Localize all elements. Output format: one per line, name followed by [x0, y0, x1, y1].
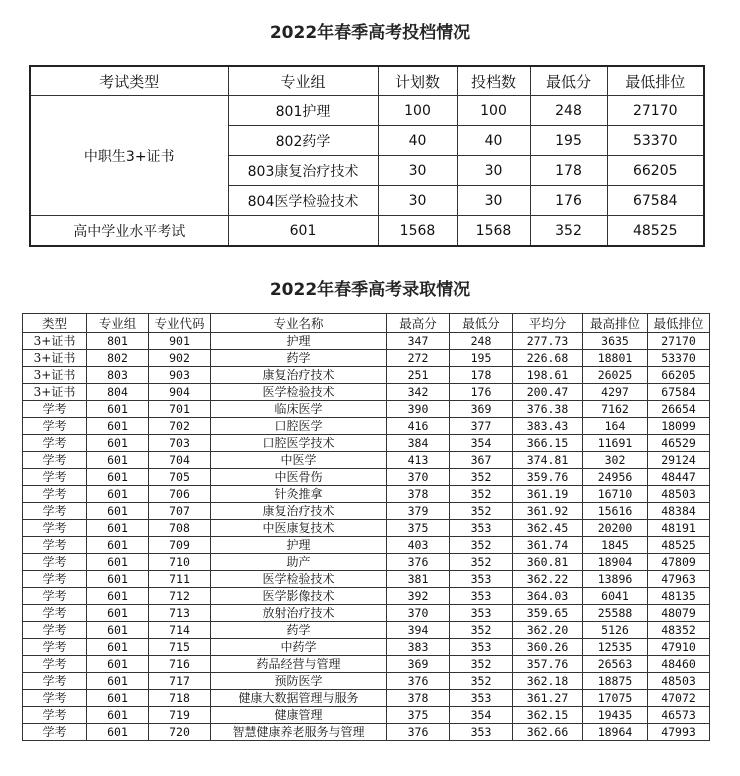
table-cell: 713: [149, 605, 211, 622]
table-row: [23, 639, 710, 656]
table-cell: 47993: [648, 724, 710, 741]
admit-header-cell: 最高分: [387, 314, 450, 333]
plan-cell: 352: [530, 216, 607, 247]
table-cell: 362.20: [513, 622, 583, 639]
table-cell: 359.65: [513, 605, 583, 622]
table-cell: 601: [87, 469, 149, 486]
table-cell: 智慧健康养老服务与管理: [211, 724, 387, 741]
table-cell: 48352: [648, 622, 710, 639]
table-cell: 3+证书: [23, 384, 87, 401]
table-cell: 352: [450, 537, 513, 554]
table-cell: 352: [450, 622, 513, 639]
plan-title: 2022年春季高考投档情况: [269, 23, 471, 43]
table-cell: 361.92: [513, 503, 583, 520]
table-cell: 601: [87, 605, 149, 622]
table-cell: 357.76: [513, 656, 583, 673]
plan-cell: 601: [228, 216, 378, 247]
table-cell: 17075: [583, 690, 648, 707]
table-cell: 362.22: [513, 571, 583, 588]
table-cell: 学考: [23, 571, 87, 588]
table-row: [23, 707, 710, 724]
table-cell: 48503: [648, 486, 710, 503]
plan-cell: 48525: [607, 216, 704, 247]
table-row: [23, 401, 710, 418]
table-cell: 353: [450, 588, 513, 605]
table-cell: 康复治疗技术: [211, 367, 387, 384]
table-cell: 720: [149, 724, 211, 741]
table-cell: 704: [149, 452, 211, 469]
admit-header-cell: 最高排位: [583, 314, 648, 333]
table-cell: 1845: [583, 537, 648, 554]
table-cell: 354: [450, 435, 513, 452]
table-cell: 712: [149, 588, 211, 605]
table-cell: 802: [87, 350, 149, 367]
table-cell: 601: [87, 554, 149, 571]
table-cell: 18875: [583, 673, 648, 690]
table-cell: 26025: [583, 367, 648, 384]
table-cell: 学考: [23, 588, 87, 605]
table-row: [23, 452, 710, 469]
table-cell: 178: [450, 367, 513, 384]
plan-cell: 高中学业水平考试: [30, 216, 228, 247]
admit-header-cell: 专业名称: [211, 314, 387, 333]
table-cell: 715: [149, 639, 211, 656]
table-cell: 中医骨伤: [211, 469, 387, 486]
table-cell: 6041: [583, 588, 648, 605]
plan-cell: 40: [378, 126, 457, 156]
table-row: [23, 554, 710, 571]
table-cell: 378: [387, 486, 450, 503]
table-cell: 352: [450, 656, 513, 673]
table-cell: 702: [149, 418, 211, 435]
table-cell: 362.15: [513, 707, 583, 724]
table-cell: 48503: [648, 673, 710, 690]
plan-cell: 66205: [607, 156, 704, 186]
table-cell: 248: [450, 333, 513, 350]
table-cell: 针灸推拿: [211, 486, 387, 503]
table-cell: 53370: [648, 350, 710, 367]
table-cell: 中医学: [211, 452, 387, 469]
table-cell: 353: [450, 605, 513, 622]
table-cell: 26563: [583, 656, 648, 673]
table-cell: 370: [387, 605, 450, 622]
table-cell: 719: [149, 707, 211, 724]
table-row: [23, 333, 710, 350]
table-cell: 学考: [23, 503, 87, 520]
admit-header-cell: 专业代码: [149, 314, 211, 333]
table-cell: 369: [387, 656, 450, 673]
table-cell: 学考: [23, 554, 87, 571]
table-cell: 中医康复技术: [211, 520, 387, 537]
table-cell: 369: [450, 401, 513, 418]
table-cell: 护理: [211, 537, 387, 554]
table-cell: 353: [450, 690, 513, 707]
plan-cell: 67584: [607, 186, 704, 216]
table-cell: 701: [149, 401, 211, 418]
table-row: [23, 724, 710, 741]
table-cell: 学考: [23, 707, 87, 724]
plan-header-cell: 计划数: [378, 66, 457, 96]
table-cell: 416: [387, 418, 450, 435]
admit-header-cell: 最低排位: [648, 314, 710, 333]
table-cell: 360.26: [513, 639, 583, 656]
table-row: [23, 384, 710, 401]
table-cell: 学考: [23, 605, 87, 622]
table-cell: 377: [450, 418, 513, 435]
table-cell: 48447: [648, 469, 710, 486]
table-cell: 48525: [648, 537, 710, 554]
table-cell: 学考: [23, 724, 87, 741]
table-cell: 360.81: [513, 554, 583, 571]
plan-cell: 248: [530, 96, 607, 126]
table-cell: 学考: [23, 639, 87, 656]
table-cell: 601: [87, 401, 149, 418]
table-cell: 口腔医学: [211, 418, 387, 435]
table-cell: 200.47: [513, 384, 583, 401]
table-cell: 901: [149, 333, 211, 350]
plan-header-cell: 考试类型: [30, 66, 228, 96]
table-cell: 药品经营与管理: [211, 656, 387, 673]
table-cell: 学考: [23, 622, 87, 639]
plan-cell: 804医学检验技术: [228, 186, 378, 216]
table-cell: 226.68: [513, 350, 583, 367]
table-cell: 381: [387, 571, 450, 588]
plan-cell: 802药学: [228, 126, 378, 156]
table-row: [23, 605, 710, 622]
table-cell: 3+证书: [23, 333, 87, 350]
plan-header-cell: 投档数: [457, 66, 530, 96]
table-cell: 医学检验技术: [211, 384, 387, 401]
table-cell: 学考: [23, 690, 87, 707]
table-cell: 705: [149, 469, 211, 486]
table-cell: 706: [149, 486, 211, 503]
table-cell: 放射治疗技术: [211, 605, 387, 622]
plan-cell: 176: [530, 186, 607, 216]
admit-header-cell: 平均分: [513, 314, 583, 333]
table-cell: 403: [387, 537, 450, 554]
table-row: [23, 350, 710, 367]
table-cell: 353: [450, 724, 513, 741]
table-cell: 5126: [583, 622, 648, 639]
table-row: [23, 571, 710, 588]
table-cell: 711: [149, 571, 211, 588]
table-cell: 601: [87, 690, 149, 707]
table-cell: 25588: [583, 605, 648, 622]
table-cell: 48384: [648, 503, 710, 520]
table-cell: 药学: [211, 350, 387, 367]
table-cell: 601: [87, 588, 149, 605]
table-cell: 48191: [648, 520, 710, 537]
plan-cell: 30: [378, 186, 457, 216]
table-row: [23, 656, 710, 673]
table-cell: 354: [450, 707, 513, 724]
table-cell: 48079: [648, 605, 710, 622]
plan-cell: 178: [530, 156, 607, 186]
table-cell: 801: [87, 333, 149, 350]
table-row: [23, 622, 710, 639]
plan-cell: 30: [457, 186, 530, 216]
table-cell: 3+证书: [23, 350, 87, 367]
table-cell: 374.81: [513, 452, 583, 469]
table-row: [23, 435, 710, 452]
table-cell: 601: [87, 435, 149, 452]
table-cell: 903: [149, 367, 211, 384]
table-cell: 352: [450, 554, 513, 571]
table-cell: 376: [387, 554, 450, 571]
table-cell: 347: [387, 333, 450, 350]
table-cell: 601: [87, 520, 149, 537]
admit-table-body: [23, 333, 710, 741]
table-cell: 学考: [23, 418, 87, 435]
admit-header-row: [23, 314, 710, 333]
table-row: [23, 469, 710, 486]
table-row: [23, 690, 710, 707]
table-cell: 353: [450, 639, 513, 656]
table-cell: 47910: [648, 639, 710, 656]
table-cell: 学考: [23, 656, 87, 673]
table-cell: 707: [149, 503, 211, 520]
table-cell: 716: [149, 656, 211, 673]
table-cell: 352: [450, 503, 513, 520]
table-cell: 11691: [583, 435, 648, 452]
table-cell: 46529: [648, 435, 710, 452]
table-cell: 中药学: [211, 639, 387, 656]
plan-table: [29, 65, 705, 247]
table-cell: 医学检验技术: [211, 571, 387, 588]
table-cell: 学考: [23, 520, 87, 537]
table-cell: 临床医学: [211, 401, 387, 418]
table-cell: 601: [87, 503, 149, 520]
table-cell: 714: [149, 622, 211, 639]
table-cell: 67584: [648, 384, 710, 401]
table-cell: 362.18: [513, 673, 583, 690]
table-cell: 学考: [23, 537, 87, 554]
table-cell: 18099: [648, 418, 710, 435]
table-cell: 15616: [583, 503, 648, 520]
table-cell: 718: [149, 690, 211, 707]
table-cell: 29124: [648, 452, 710, 469]
admit-header-cell: 类型: [23, 314, 87, 333]
plan-cell: 100: [378, 96, 457, 126]
table-cell: 3635: [583, 333, 648, 350]
table-cell: 376: [387, 724, 450, 741]
table-cell: 601: [87, 537, 149, 554]
table-cell: 601: [87, 639, 149, 656]
table-cell: 66205: [648, 367, 710, 384]
table-cell: 364.03: [513, 588, 583, 605]
table-cell: 601: [87, 418, 149, 435]
table-cell: 272: [387, 350, 450, 367]
table-cell: 学考: [23, 452, 87, 469]
table-cell: 361.74: [513, 537, 583, 554]
table-cell: 学考: [23, 486, 87, 503]
table-cell: 13896: [583, 571, 648, 588]
table-cell: 902: [149, 350, 211, 367]
plan-row: [30, 96, 704, 126]
table-cell: 362.66: [513, 724, 583, 741]
table-cell: 394: [387, 622, 450, 639]
table-cell: 376.38: [513, 401, 583, 418]
table-cell: 47809: [648, 554, 710, 571]
plan-group-cell: 中职生3+证书: [30, 96, 228, 216]
table-cell: 601: [87, 707, 149, 724]
table-cell: 384: [387, 435, 450, 452]
plan-header-cell: 专业组: [228, 66, 378, 96]
table-cell: 药学: [211, 622, 387, 639]
table-cell: 353: [450, 571, 513, 588]
table-cell: 375: [387, 707, 450, 724]
table-cell: 预防医学: [211, 673, 387, 690]
plan-cell: 1568: [378, 216, 457, 247]
plan-cell: 803康复治疗技术: [228, 156, 378, 186]
table-cell: 366.15: [513, 435, 583, 452]
table-cell: 4297: [583, 384, 648, 401]
table-cell: 27170: [648, 333, 710, 350]
table-cell: 361.27: [513, 690, 583, 707]
plan-cell: 100: [457, 96, 530, 126]
table-cell: 48460: [648, 656, 710, 673]
table-cell: 375: [387, 520, 450, 537]
plan-cell: 1568: [457, 216, 530, 247]
table-cell: 康复治疗技术: [211, 503, 387, 520]
admit-title: 2022年春季高考录取情况: [269, 280, 471, 300]
table-row: [23, 367, 710, 384]
table-cell: 18964: [583, 724, 648, 741]
table-cell: 379: [387, 503, 450, 520]
table-cell: 601: [87, 622, 149, 639]
table-cell: 口腔医学技术: [211, 435, 387, 452]
table-cell: 601: [87, 571, 149, 588]
table-cell: 717: [149, 673, 211, 690]
table-row: [23, 418, 710, 435]
table-row: [23, 486, 710, 503]
table-cell: 383: [387, 639, 450, 656]
plan-cell: 30: [457, 156, 530, 186]
table-row: [23, 673, 710, 690]
table-cell: 195: [450, 350, 513, 367]
plan-row: [30, 216, 704, 247]
plan-cell: 801护理: [228, 96, 378, 126]
plan-cell: 195: [530, 126, 607, 156]
table-cell: 46573: [648, 707, 710, 724]
table-row: [23, 503, 710, 520]
table-cell: 健康管理: [211, 707, 387, 724]
table-cell: 361.19: [513, 486, 583, 503]
table-cell: 367: [450, 452, 513, 469]
table-cell: 390: [387, 401, 450, 418]
plan-cell: 40: [457, 126, 530, 156]
table-cell: 601: [87, 724, 149, 741]
table-cell: 352: [450, 673, 513, 690]
admit-header-cell: 最低分: [450, 314, 513, 333]
plan-header-cell: 最低分: [530, 66, 607, 96]
table-cell: 7162: [583, 401, 648, 418]
admit-header-cell: 专业组: [87, 314, 149, 333]
table-cell: 413: [387, 452, 450, 469]
table-cell: 健康大数据管理与服务: [211, 690, 387, 707]
table-cell: 352: [450, 469, 513, 486]
table-cell: 376: [387, 673, 450, 690]
table-cell: 277.73: [513, 333, 583, 350]
table-cell: 助产: [211, 554, 387, 571]
table-cell: 362.45: [513, 520, 583, 537]
plan-header-cell: 最低排位: [607, 66, 704, 96]
table-cell: 164: [583, 418, 648, 435]
table-cell: 601: [87, 486, 149, 503]
table-cell: 370: [387, 469, 450, 486]
table-cell: 学考: [23, 435, 87, 452]
plan-header-row: [30, 66, 704, 96]
table-cell: 198.61: [513, 367, 583, 384]
table-cell: 342: [387, 384, 450, 401]
table-cell: 18801: [583, 350, 648, 367]
table-row: [23, 520, 710, 537]
table-cell: 20200: [583, 520, 648, 537]
table-cell: 803: [87, 367, 149, 384]
table-cell: 378: [387, 690, 450, 707]
table-cell: 26654: [648, 401, 710, 418]
table-cell: 251: [387, 367, 450, 384]
admit-table: [22, 313, 710, 741]
table-cell: 学考: [23, 401, 87, 418]
table-cell: 24956: [583, 469, 648, 486]
table-cell: 601: [87, 656, 149, 673]
table-cell: 710: [149, 554, 211, 571]
table-cell: 708: [149, 520, 211, 537]
table-cell: 904: [149, 384, 211, 401]
table-cell: 12535: [583, 639, 648, 656]
table-cell: 601: [87, 673, 149, 690]
table-row: [23, 588, 710, 605]
table-cell: 18904: [583, 554, 648, 571]
table-cell: 医学影像技术: [211, 588, 387, 605]
table-cell: 48135: [648, 588, 710, 605]
table-cell: 护理: [211, 333, 387, 350]
table-cell: 302: [583, 452, 648, 469]
table-cell: 176: [450, 384, 513, 401]
table-cell: 47963: [648, 571, 710, 588]
table-cell: 709: [149, 537, 211, 554]
plan-cell: 53370: [607, 126, 704, 156]
table-cell: 383.43: [513, 418, 583, 435]
table-cell: 804: [87, 384, 149, 401]
table-cell: 3+证书: [23, 367, 87, 384]
table-cell: 19435: [583, 707, 648, 724]
table-cell: 16710: [583, 486, 648, 503]
table-cell: 703: [149, 435, 211, 452]
table-cell: 学考: [23, 673, 87, 690]
table-cell: 359.76: [513, 469, 583, 486]
table-cell: 392: [387, 588, 450, 605]
table-cell: 352: [450, 486, 513, 503]
table-cell: 353: [450, 520, 513, 537]
table-cell: 601: [87, 452, 149, 469]
table-cell: 学考: [23, 469, 87, 486]
table-cell: 47072: [648, 690, 710, 707]
table-row: [23, 537, 710, 554]
plan-cell: 27170: [607, 96, 704, 126]
plan-cell: 30: [378, 156, 457, 186]
